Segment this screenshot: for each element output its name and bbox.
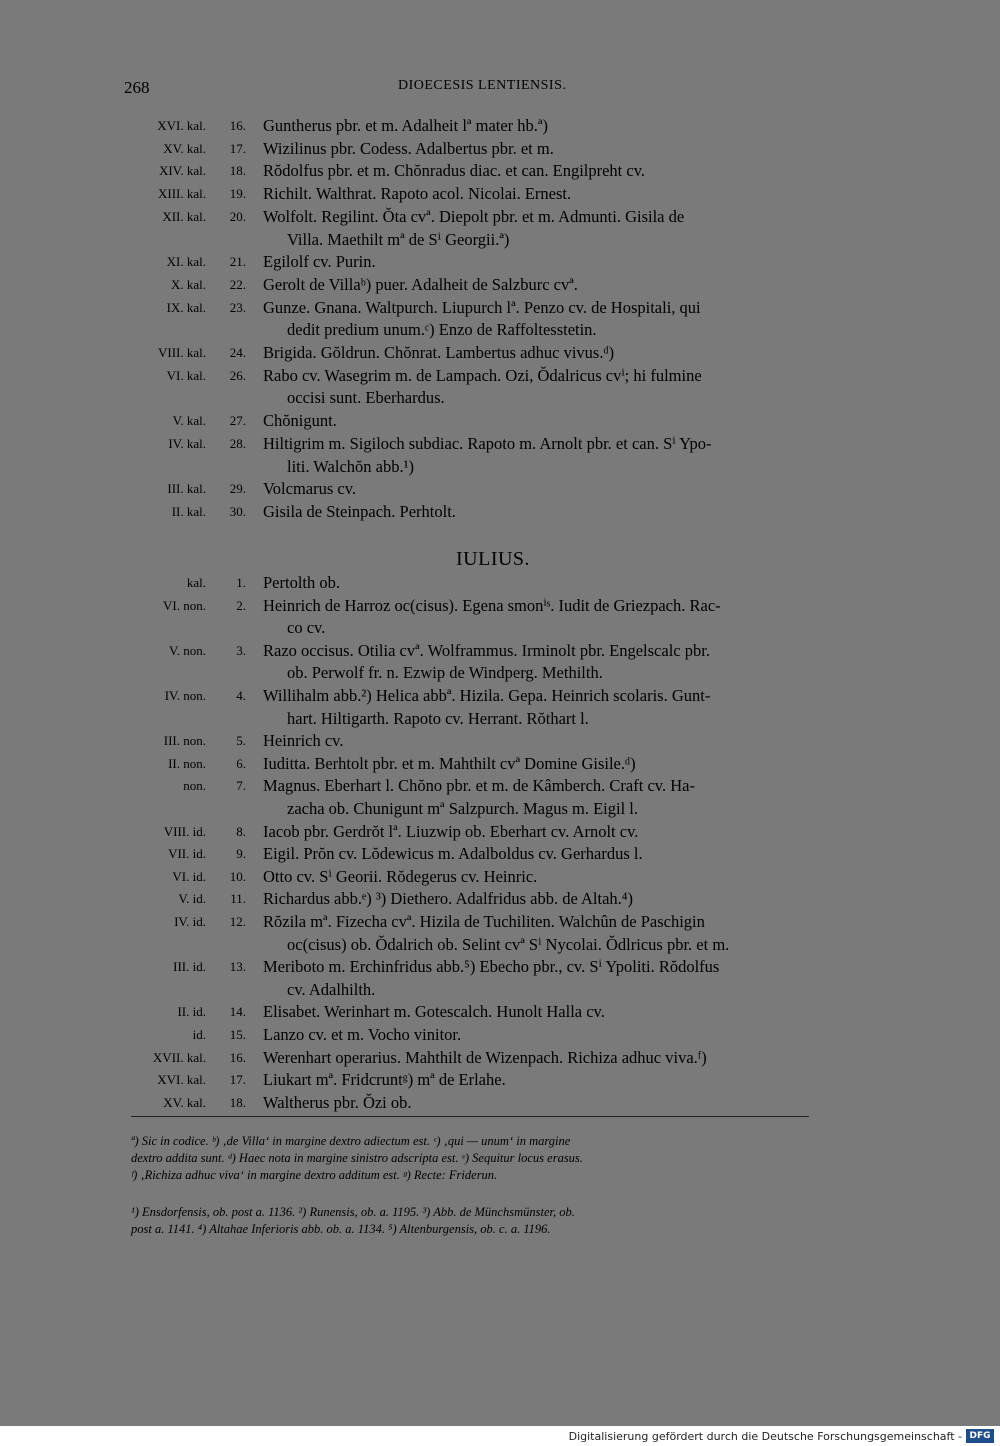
entry-text: Eigil. Prŏn cv. Lŏdewicus m. Adalboldus cv. Gerhardus l. xyxy=(263,844,643,864)
entry-text: liti. Walchŏn abb.¹) xyxy=(287,456,415,476)
entry-date: IV. id. xyxy=(174,914,206,929)
entry-date: XVI. kal. xyxy=(157,1072,206,1088)
page-number: 268 xyxy=(124,78,150,97)
entry-day: 21. xyxy=(229,254,246,270)
entry-text: hart. Hiltigarth. Rapoto cv. Herrant. Rŏthart l. xyxy=(287,708,589,728)
entry-date: XVII. kal. xyxy=(152,1049,206,1065)
entry-date: VI. kal. xyxy=(166,367,206,383)
entry-date: XVI. kal. xyxy=(157,118,206,133)
entry-date: IX. kal. xyxy=(166,299,206,315)
entry-day: 6. xyxy=(236,755,246,771)
entry-text: dedit predium unum.ᶜ) Enzo de Raffoltesstetin. xyxy=(287,320,597,340)
entry-text: Iacob pbr. Gerdrŏt lª. Liuzwip ob. Eberhart cv. Arnolt cv. xyxy=(263,821,639,841)
entry-text: Pertolth ob. xyxy=(263,573,340,592)
entry-date: V. kal. xyxy=(172,413,206,429)
entry-day: 3. xyxy=(236,642,246,658)
entry-date: VI. id. xyxy=(172,868,206,884)
entry-text: ob. Perwolf fr. n. Ezwip de Windperg. Methilth. xyxy=(287,663,603,683)
entry-day: 26. xyxy=(229,367,246,383)
entry-day: 23. xyxy=(229,299,246,315)
entry-date: II. id. xyxy=(177,1004,206,1020)
entry-date: X. kal. xyxy=(170,276,206,292)
entry-text: Rabo cv. Wasegrim m. de Lampach. Ozi, Ŏdalricus cvⁱ; hi fulmine xyxy=(263,365,702,385)
entry-text: Meriboto m. Erchinfridus abb.⁵) Ebecho pbr., cv. Sⁱ Ypoliti. Rŏdolfus xyxy=(263,957,720,977)
entry-day: 20. xyxy=(229,208,246,224)
entry-text: cv. Adalhilth. xyxy=(287,979,376,999)
entry-text: Gisila de Steinpach. Perhtolt. xyxy=(263,501,456,521)
entry-date: XIII. kal. xyxy=(157,186,206,202)
entry-date: VII. id. xyxy=(168,846,206,862)
entry-text: Richardus abb.ᵉ) ³) Diethero. Adalfridus abb. de Altah.⁴) xyxy=(263,889,634,909)
entry-text: Egilolf cv. Purin. xyxy=(263,252,376,272)
entry-day: 4. xyxy=(236,688,246,703)
entry-day: 8. xyxy=(236,823,246,839)
entry-day: 17. xyxy=(229,140,246,156)
entry-day: 13. xyxy=(229,959,246,975)
entry-date: id. xyxy=(192,1027,206,1042)
entry-date: XV. kal. xyxy=(163,1094,206,1110)
entry-text: Elisabet. Werinhart m. Gotescalch. Hunolt Halla cv. xyxy=(263,1002,605,1022)
dfg-logo: DFG xyxy=(966,1429,994,1443)
entry-text: Chŏnigunt. xyxy=(263,411,337,431)
entry-day: 22. xyxy=(229,276,246,292)
funding-credit: Digitalisierung gefördert durch die Deutsche Forschungsgemeinschaft - xyxy=(568,1430,962,1443)
entry-date: III. non. xyxy=(163,733,206,749)
digitization-footer xyxy=(0,1426,1000,1446)
entry-day: 7. xyxy=(236,778,246,794)
entry-date: XII. kal. xyxy=(162,208,206,224)
entry-day: 30. xyxy=(229,503,246,519)
entry-day: 16. xyxy=(229,1049,246,1065)
entry-text: occisi sunt. Eberhardus. xyxy=(287,388,445,408)
entry-text: Wizilinus pbr. Codess. Adalbertus pbr. et m. xyxy=(263,138,554,158)
entry-date: III. id. xyxy=(173,959,206,975)
footnote-line: post a. 1141. ⁴) Altahae Inferioris abb. ob. a. 1134. ⁵) Altenburgensis, ob. c. a. 1196. xyxy=(131,1222,551,1236)
entry-day: 9. xyxy=(236,846,246,862)
entry-text: Gerolt de Villaᵇ) puer. Adalheit de Salzburc cvª. xyxy=(263,274,578,294)
entry-day: 1. xyxy=(236,575,246,590)
entry-date: non. xyxy=(183,778,206,794)
entry-text: Werenhart operarius. Mahthilt de Wizenpach. Richiza adhuc viva.ᶠ) xyxy=(263,1047,707,1067)
entry-date: XV. kal. xyxy=(163,140,206,156)
entry-text: Richilt. Walthrat. Rapoto acol. Nicolai. Ernest. xyxy=(263,184,572,204)
entry-day: 18. xyxy=(229,163,246,179)
entry-date: II. kal. xyxy=(171,503,206,519)
footnote-line: ¹) Ensdorfensis, ob. post a. 1136. ²) Runensis, ob. a. 1195. ³) Abb. de Münchsmünster, ob. xyxy=(131,1205,575,1219)
entry-day: 5. xyxy=(236,733,246,749)
footnote-line: ᶠ) ‚Richiza adhuc viva‘ in margine dextro additum est. ᵍ) Recte: Friderun. xyxy=(131,1168,498,1182)
entry-text: Hiltigrim m. Sigiloch subdiac. Rapoto m. Arnolt pbr. et can. Sⁱ Ypo- xyxy=(263,433,712,453)
entry-text: co cv. xyxy=(287,618,326,638)
entry-text: zacha ob. Chunigunt mª Salzpurch. Magus m. Eigil l. xyxy=(287,799,638,818)
entry-date: XI. kal. xyxy=(166,254,206,270)
entry-date: IV. non. xyxy=(164,688,206,703)
running-title: DIOECESIS LENTIENSIS. xyxy=(398,78,567,93)
entry-text: Brigida. Gŏldrun. Chŏnrat. Lambertus adhuc vivus.ᵈ) xyxy=(263,343,615,362)
entry-text: Rŏzila mª. Fizecha cvª. Hizila de Tuchiliten. Walchûn de Paschigin xyxy=(263,912,705,931)
entry-text: Heinrich cv. xyxy=(263,731,344,751)
entry-date: kal. xyxy=(186,575,206,590)
entry-text: Rŏdolfus pbr. et m. Chŏnradus diac. et can. Engilpreht cv. xyxy=(263,161,646,181)
entry-day: 16. xyxy=(229,118,246,133)
entry-text: Volcmarus cv. xyxy=(263,479,357,499)
entry-date: VIII. id. xyxy=(163,823,206,839)
entry-text: Iuditta. Berhtolt pbr. et m. Mahthilt cvª Domine Gisile.ᵈ) xyxy=(263,753,636,773)
entry-day: 27. xyxy=(229,413,246,429)
entry-day: 17. xyxy=(229,1072,246,1088)
entry-text: Gunze. Gnana. Waltpurch. Liupurch lª. Penzo cv. de Hospitali, qui xyxy=(263,297,701,317)
entry-date: VI. non. xyxy=(163,597,206,613)
footnote-line: dextro addita sunt. ᵈ) Haec nota in margine sinistro adscripta est. ᵉ) Sequitur locus erasus. xyxy=(131,1151,583,1165)
month-heading: IULIUS. xyxy=(456,548,531,570)
entry-text: Magnus. Eberhart l. Chŏno pbr. et m. de Kâmberch. Craft cv. Ha- xyxy=(263,776,695,796)
entry-day: 19. xyxy=(229,186,246,202)
entry-date: XIV. kal. xyxy=(158,163,206,179)
entry-day: 2. xyxy=(236,597,246,613)
entry-text: Heinrich de Harroz oc(cisus). Egena smonⁱˢ. Iudit de Griezpach. Rac- xyxy=(263,595,721,615)
entry-date: VIII. kal. xyxy=(157,345,206,360)
entry-date: III. kal. xyxy=(167,481,206,497)
entry-day: 11. xyxy=(230,891,246,907)
entry-day: 10. xyxy=(229,868,246,884)
entry-date: V. non. xyxy=(169,642,206,658)
entry-text: Villa. Maethilt mª de Sⁱ Georgii.ª) xyxy=(287,229,510,249)
entry-day: 14. xyxy=(229,1004,246,1020)
entry-text: Lanzo cv. et m. Vocho vinitor. xyxy=(263,1025,462,1044)
entry-day: 15. xyxy=(229,1027,246,1042)
footnote-line: ª) Sic in codice. ᵇ) ‚de Villa‘ in margine dextro adiectum est. ᶜ) ‚qui — unum‘ in margine xyxy=(131,1134,571,1148)
entry-text: Guntherus pbr. et m. Adalheit lª mater hb.ª) xyxy=(263,116,548,135)
footnote-rule xyxy=(131,1116,809,1117)
entry-text: Razo occisus. Otilia cvª. Wolframmus. Irminolt pbr. Engelscalc pbr. xyxy=(263,640,710,660)
entry-text: Wolfolt. Regilint. Ŏta cvª. Diepolt pbr. et m. Admunti. Gisila de xyxy=(263,206,685,226)
entry-day: 12. xyxy=(229,914,246,929)
entry-date: II. non. xyxy=(168,755,206,771)
entry-text: oc(cisus) ob. Ŏdalrich ob. Selint cvª Sⁱ Nycolai. Ŏdlricus pbr. et m. xyxy=(287,934,730,954)
entry-day: 28. xyxy=(229,435,246,451)
entry-day: 29. xyxy=(229,481,246,497)
entry-day: 24. xyxy=(229,345,246,360)
entry-text: Liukart mª. Fridcruntᵍ) mª de Erlahe. xyxy=(263,1070,506,1090)
entry-date: V. id. xyxy=(178,891,206,907)
entry-day: 18. xyxy=(229,1094,246,1110)
entry-text: Otto cv. Sⁱ Georii. Rŏdegerus cv. Heinric. xyxy=(263,866,538,886)
entry-text: Willihalm abb.²) Helica abbª. Hizila. Gepa. Heinrich scolaris. Gunt- xyxy=(263,686,711,705)
entry-date: IV. kal. xyxy=(168,435,206,451)
entry-text: Waltherus pbr. Ŏzi ob. xyxy=(263,1092,412,1112)
